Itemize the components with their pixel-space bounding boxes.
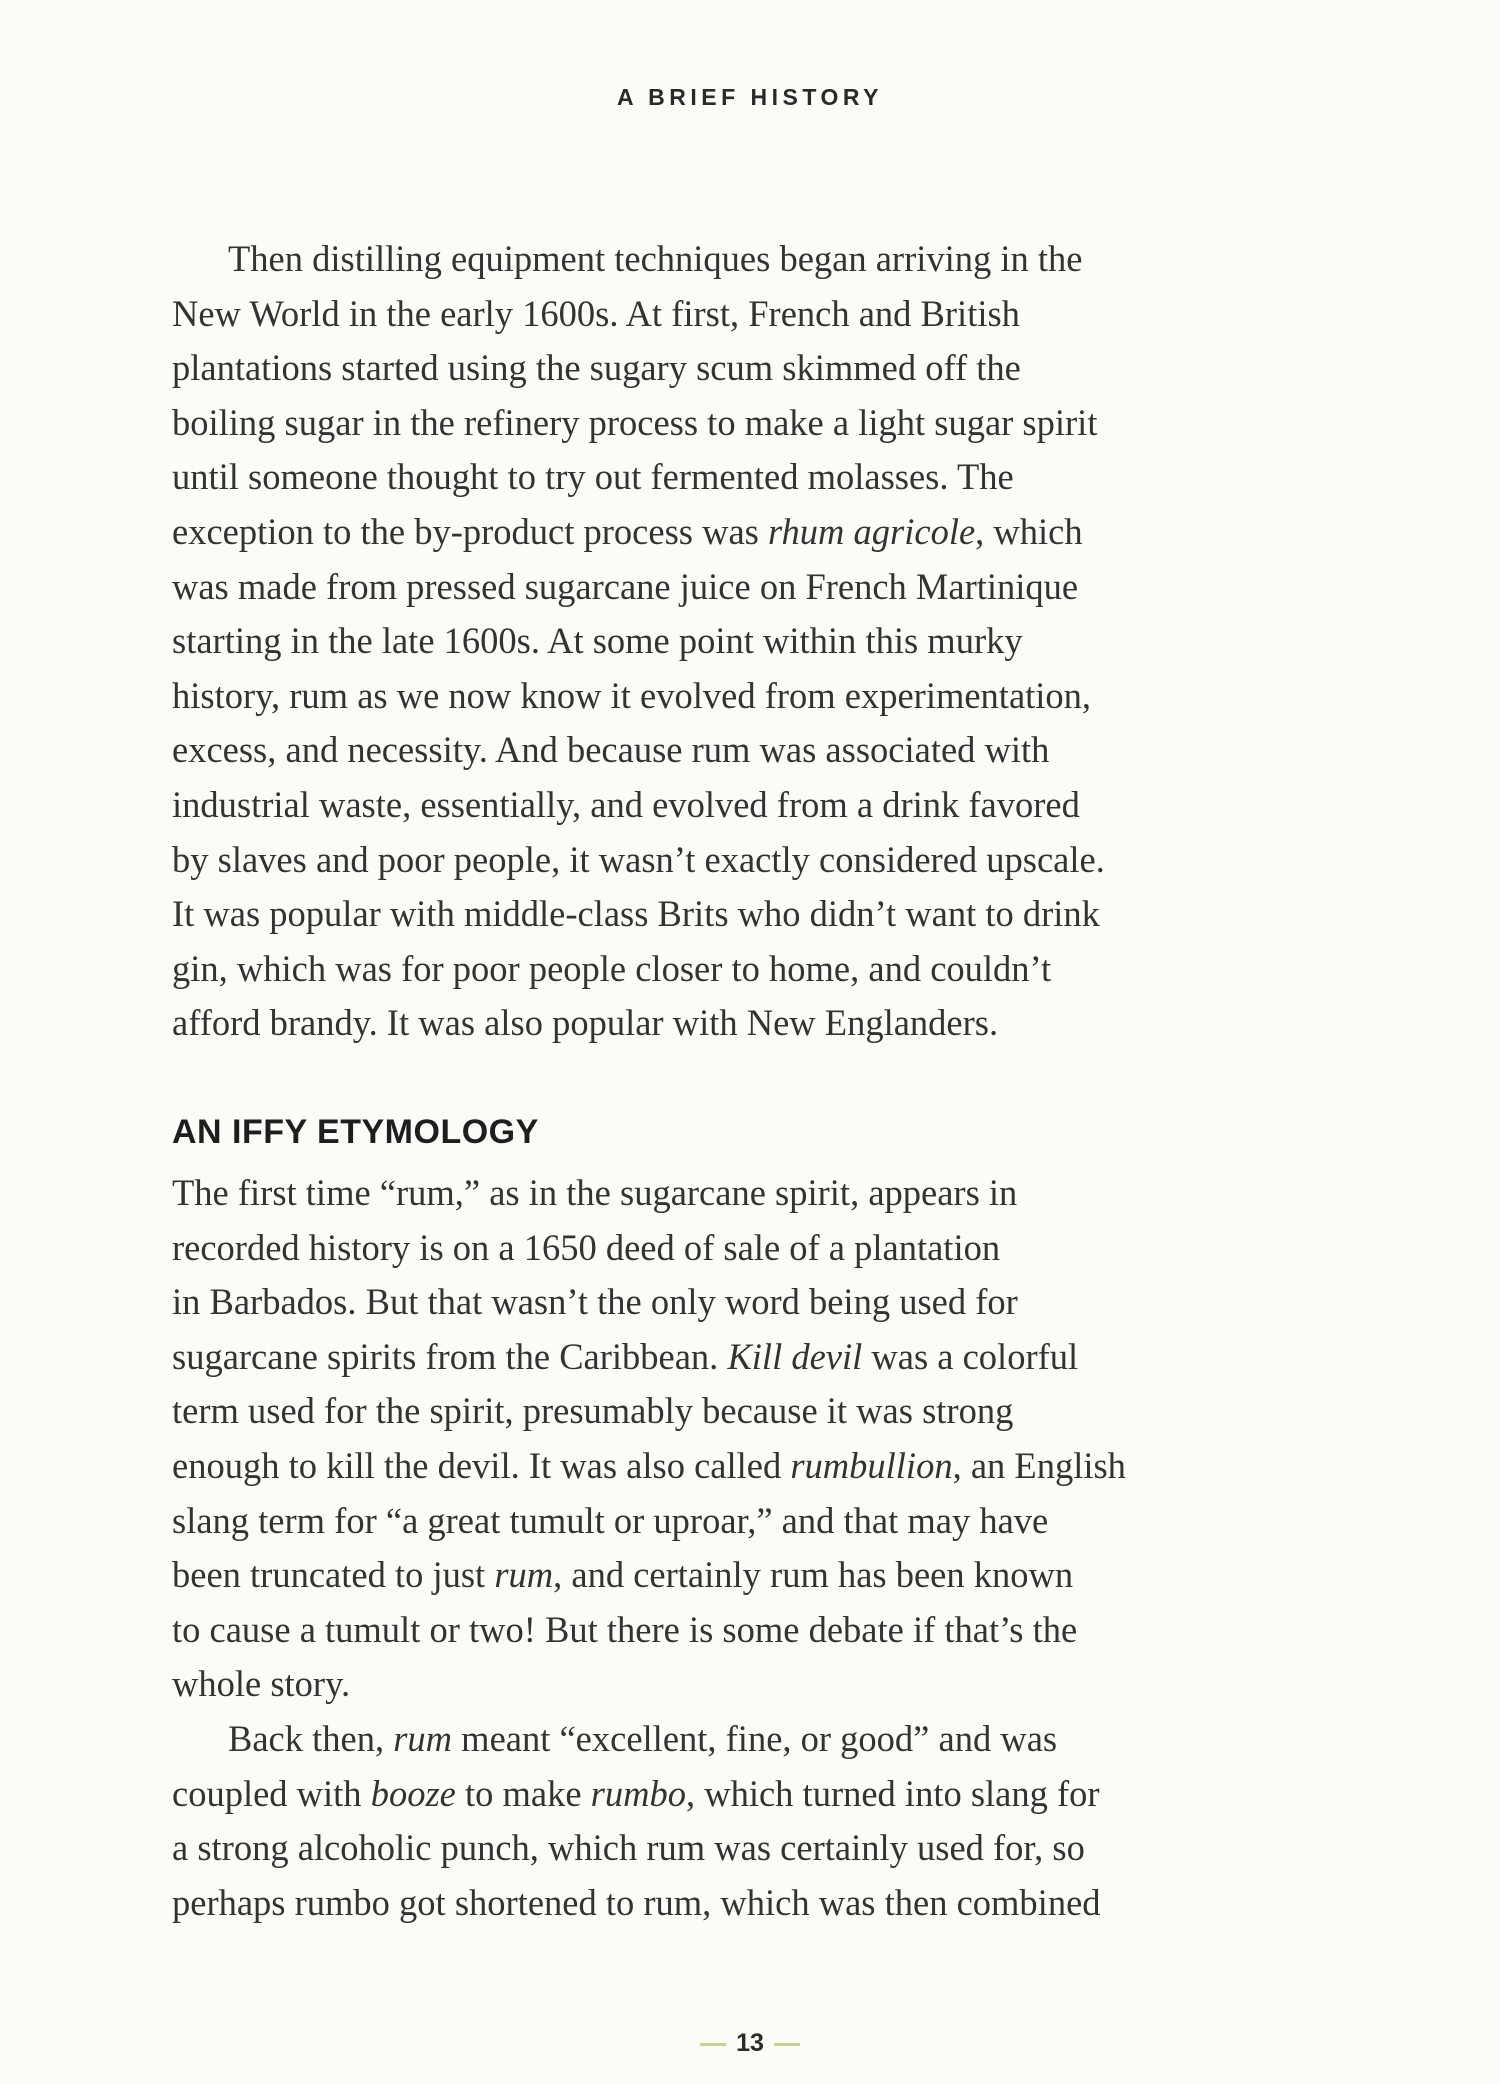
text-line xyxy=(172,1275,1302,1330)
text-line xyxy=(172,505,1302,560)
text-run: history, rum as we now know it evolved from experimentation, xyxy=(172,674,1092,716)
text-line xyxy=(172,1712,1302,1767)
text-run: coupled with xyxy=(172,1772,371,1814)
text-line xyxy=(172,669,1302,724)
text-run: boiling sugar in the refinery process to make a light sugar spirit xyxy=(172,401,1098,443)
text-run: , which xyxy=(975,510,1083,552)
folio-rule-left xyxy=(700,2043,726,2046)
folio-rule-right xyxy=(774,2043,800,2046)
text-run: exception to the by-product process was xyxy=(172,510,768,552)
text-run: perhaps rumbo got shortened to rum, which was then combined xyxy=(172,1881,1101,1923)
text-line xyxy=(172,887,1302,942)
text-line xyxy=(172,1494,1302,1549)
text-line xyxy=(172,1821,1302,1876)
italic-text: rum xyxy=(393,1718,453,1759)
text-run: to make xyxy=(455,1772,591,1814)
text-run: , an English xyxy=(952,1444,1126,1486)
text-run: was a colorful xyxy=(862,1335,1079,1377)
text-line xyxy=(172,287,1302,342)
text-run: until someone thought to try out fermented molasses. The xyxy=(172,456,1014,498)
italic-text: rum xyxy=(494,1554,554,1596)
text-line xyxy=(172,833,1302,888)
running-head: A BRIEF HISTORY xyxy=(617,84,883,110)
text-line xyxy=(172,1767,1302,1822)
text-run: It was popular with middle-class Brits who didn’t want to drink xyxy=(172,893,1100,935)
text-run: gin, which was for poor people closer to home, and couldn’t xyxy=(172,947,1052,989)
italic-text: booze xyxy=(370,1772,456,1814)
text-run: Then distilling equipment techniques began arriving in the xyxy=(228,238,1083,279)
text-run: whole story. xyxy=(172,1663,351,1705)
page-number xyxy=(0,2029,1500,2058)
text-run: a strong alcoholic punch, which rum was certainly used for, so xyxy=(172,1827,1085,1869)
text-line xyxy=(172,1221,1302,1276)
text-run: was made from pressed sugarcane juice on French Martinique xyxy=(172,565,1079,607)
text-run: been truncated to just xyxy=(172,1554,495,1596)
text-line xyxy=(172,942,1302,997)
text-run: recorded history is on a 1650 deed of sale of a plantation xyxy=(172,1226,1001,1268)
text-run: New World in the early 1600s. At first, French and British xyxy=(172,292,1020,334)
page-number-text: 13 xyxy=(736,2029,764,2057)
paragraph xyxy=(172,232,1302,1051)
text-run: to cause a tumult or two! But there is some debate if that’s the xyxy=(172,1608,1078,1650)
text-run: , which turned into slang for xyxy=(685,1772,1100,1814)
text-line xyxy=(172,1657,1302,1712)
italic-text: Kill devil xyxy=(727,1335,863,1377)
text-line xyxy=(172,996,1302,1051)
paragraph xyxy=(172,1712,1302,1930)
text-run: , and certainly rum has been known xyxy=(553,1554,1074,1596)
italic-text: rumbo xyxy=(590,1772,686,1814)
text-line xyxy=(172,1548,1302,1603)
text-run: afford brandy. It was also popular with New Englanders. xyxy=(172,1002,999,1044)
text-run: excess, and necessity. And because rum was associated with xyxy=(172,729,1050,771)
italic-text: rhum agricole xyxy=(768,510,976,552)
text-line xyxy=(172,232,1302,287)
text-run: sugarcane spirits from the Caribbean. xyxy=(172,1335,728,1377)
text-run: slang term for “a great tumult or uproar,” and that may have xyxy=(172,1499,1049,1541)
section-heading: AN IFFY ETYMOLOGY xyxy=(172,1113,539,1151)
text-run: industrial waste, essentially, and evolved from a drink favored xyxy=(172,783,1080,825)
text-line xyxy=(172,778,1302,833)
text-line xyxy=(172,1330,1302,1385)
text-run: Back then, xyxy=(228,1718,394,1759)
text-run: meant “excellent, fine, or good” and was xyxy=(452,1718,1058,1759)
text-run: by slaves and poor people, it wasn’t exactly considered upscale. xyxy=(172,838,1105,880)
text-run: starting in the late 1600s. At some point within this murky xyxy=(172,620,1023,662)
text-line xyxy=(172,1166,1302,1221)
text-line xyxy=(172,560,1302,615)
text-run: in Barbados. But that wasn’t the only word being used for xyxy=(172,1281,1018,1323)
text-line xyxy=(172,614,1302,669)
paragraph xyxy=(172,1166,1302,1712)
text-line xyxy=(172,1384,1302,1439)
text-line xyxy=(172,1439,1302,1494)
text-run: plantations started using the sugary scum skimmed off the xyxy=(172,347,1021,389)
text-run: term used for the spirit, presumably because it was strong xyxy=(172,1390,1014,1432)
text-line xyxy=(172,450,1302,505)
text-line xyxy=(172,341,1302,396)
text-line xyxy=(172,396,1302,451)
text-line xyxy=(172,1876,1302,1931)
text-run: enough to kill the devil. It was also called xyxy=(172,1444,791,1486)
text-line xyxy=(172,723,1302,778)
text-line xyxy=(172,1603,1302,1658)
italic-text: rumbullion xyxy=(790,1444,953,1486)
text-run: The first time “rum,” as in the sugarcane spirit, appears in xyxy=(172,1172,1018,1213)
